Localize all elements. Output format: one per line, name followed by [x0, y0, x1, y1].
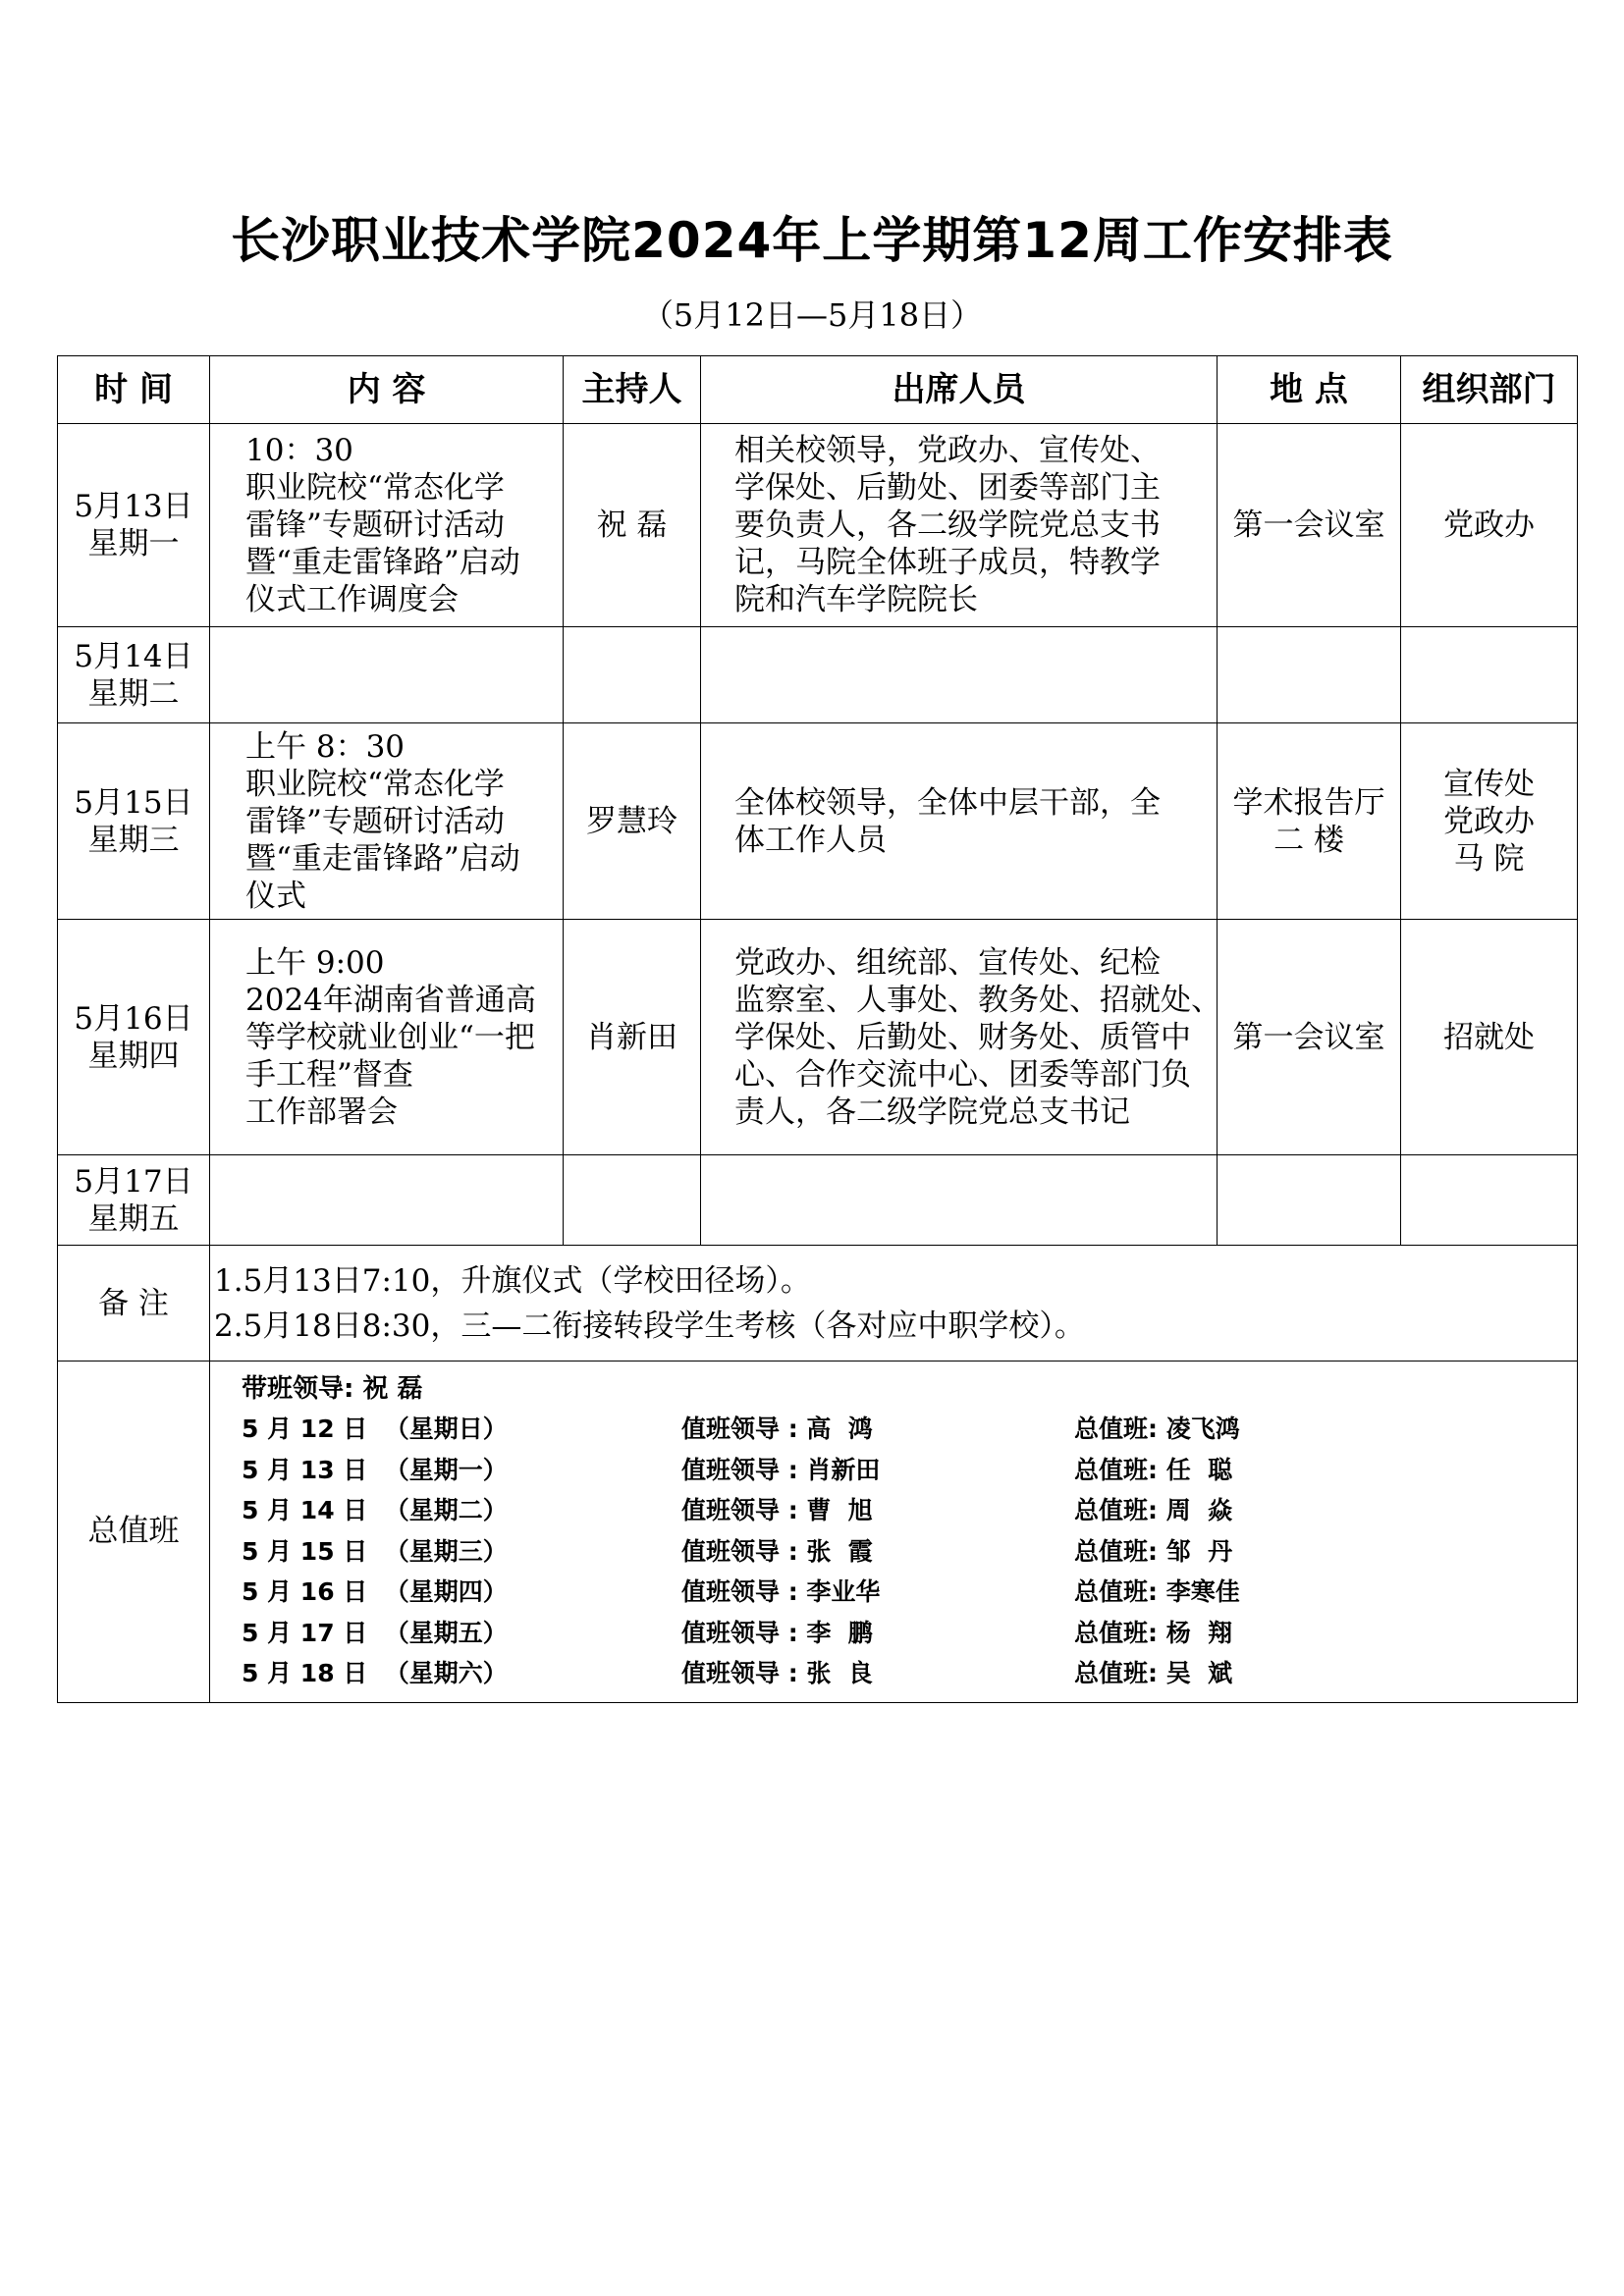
cell-line: 全体校领导，全体中层干部，全: [734, 784, 1161, 821]
header-time: 时 间: [58, 356, 210, 424]
notes-label: 备 注: [58, 1246, 210, 1362]
notes-cell: [210, 1246, 1578, 1362]
duty-total: 总值班: 李寒佳: [1074, 1577, 1240, 1606]
row-date: 5月17日: [74, 1163, 193, 1200]
host-cell: 罗慧玲: [564, 723, 701, 920]
duty-total: 总值班: 周 焱: [1074, 1496, 1233, 1524]
cell-line: 党政办: [1443, 507, 1535, 543]
cell-line: 仪式工作调度会: [245, 582, 459, 617]
cell-line: 党政办、组统部、宣传处、纪检: [734, 944, 1161, 981]
attendees-cell: [701, 723, 1218, 920]
attendees-cell: [701, 627, 1218, 723]
organizer-cell: [1401, 424, 1578, 627]
content-cell: [210, 627, 564, 723]
row-date: 5月13日: [74, 489, 193, 524]
duty-total: 总值班: 杨 翔: [1074, 1618, 1233, 1647]
host-cell: 肖新田: [564, 920, 701, 1155]
date-cell: [58, 1155, 210, 1246]
page-subtitle: （5月12日—5月18日）: [641, 296, 983, 334]
note-item: 1.5月13日7:10，升旗仪式（学校田径场）。: [214, 1262, 811, 1299]
location-cell: [1218, 424, 1401, 627]
duty-leader: 值班领导 : 肖新田: [681, 1455, 881, 1484]
duty-date: 5 月 14 日 （星期二）: [242, 1496, 508, 1524]
attendees-cell: [701, 1155, 1218, 1246]
schedule-table: [57, 355, 1578, 1703]
attendees-cell: [701, 920, 1221, 1155]
duty-leader: 值班领导 : 李 鹏: [681, 1618, 873, 1647]
duty-date: 5 月 16 日 （星期四）: [242, 1577, 508, 1606]
duty-leader: 值班领导 : 曹 旭: [681, 1496, 873, 1524]
location-cell: [1218, 627, 1401, 723]
organizer-cell: [1401, 723, 1578, 920]
duty-entry: [242, 1490, 1577, 1531]
cell-line: 要负责人，各二级学院党总支书: [734, 507, 1161, 543]
duty-date: 5 月 17 日 （星期五）: [242, 1618, 508, 1647]
schedule-row: [58, 424, 1578, 627]
duty-total: 总值班: 邹 丹: [1074, 1536, 1233, 1566]
cell-line: 第一会议室: [1232, 1019, 1385, 1055]
duty-leader: 值班领导 : 高 鸿: [681, 1415, 873, 1443]
duty-entry: [242, 1531, 1577, 1573]
cell-line: 马 院: [1453, 840, 1525, 877]
duty-lead: 带班领导: 祝 磊: [242, 1374, 423, 1404]
cell-line: 暨“重走雷锋路”启动: [245, 545, 520, 580]
duty-label: 总值班: [58, 1362, 210, 1703]
cell-line: 仪式: [245, 878, 306, 914]
duty-leader: 值班领导 : 张 良: [681, 1659, 873, 1687]
cell-line: 责人，各二级学院党总支书记: [734, 1094, 1130, 1130]
duty-date: 5 月 18 日 （星期六）: [242, 1659, 508, 1687]
cell-line: 相关校领导，党政办、宣传处、: [734, 433, 1161, 468]
page-title: 长沙职业技术学院2024年上学期第12周工作安排表: [231, 212, 1393, 269]
row-date: 5月14日: [74, 638, 193, 674]
organizer-cell: [1401, 920, 1578, 1155]
cell-line: 职业院校“常态化学: [245, 766, 505, 802]
notes-row: [58, 1246, 1578, 1362]
cell-line: 等学校就业创业“一把: [245, 1019, 535, 1055]
cell-line: 党政办: [1443, 803, 1535, 839]
content-cell: [210, 424, 564, 627]
cell-line: 工作部署会: [245, 1094, 398, 1130]
cell-line: 雷锋”专题研讨活动: [245, 507, 505, 543]
cell-line: 学保处、后勤处、团委等部门主: [734, 470, 1161, 506]
header-row: [58, 356, 1578, 424]
cell-line: 职业院校“常态化学: [245, 470, 505, 506]
date-cell: [58, 920, 210, 1155]
duty-entry: [242, 1653, 1577, 1694]
duty-total: 总值班: 凌飞鸿: [1074, 1415, 1240, 1443]
duty-total: 总值班: 任 聪: [1074, 1455, 1233, 1484]
cell-line: 暨“重走雷锋路”启动: [245, 840, 520, 877]
duty-row: [58, 1362, 1578, 1703]
duty-leader: 值班领导 : 李业华: [681, 1577, 881, 1606]
header-content: 内 容: [210, 356, 564, 424]
cell-line: 招就处: [1443, 1019, 1535, 1055]
duty-entry: [242, 1409, 1577, 1450]
duty-cell: [210, 1362, 1578, 1703]
cell-line: 学保处、后勤处、财务处、质管中: [734, 1019, 1191, 1055]
organizer-cell: [1401, 627, 1578, 723]
duty-total: 总值班: 吴 斌: [1074, 1659, 1233, 1687]
note-item: 2.5月18日8:30，三—二衔接转段学生考核（各对应中职学校）。: [214, 1308, 1085, 1344]
row-date: 5月15日: [74, 784, 193, 821]
attendees-cell: [701, 424, 1218, 627]
location-cell: [1218, 920, 1401, 1155]
cell-line: 二 楼: [1273, 822, 1344, 858]
duty-entry: [242, 1450, 1577, 1491]
cell-line: 10：30: [245, 433, 353, 468]
cell-line: 雷锋”专题研讨活动: [245, 803, 505, 839]
row-weekday: 星期五: [87, 1201, 180, 1237]
cell-line: 上午 8：30: [245, 728, 406, 765]
schedule-row: [58, 920, 1578, 1155]
duty-date: 5 月 12 日 （星期日）: [242, 1415, 508, 1443]
cell-line: 第一会议室: [1232, 507, 1385, 543]
cell-line: 学术报告厅: [1232, 784, 1385, 821]
header-organizer: 组织部门: [1401, 356, 1578, 424]
duty-entry: [242, 1572, 1577, 1613]
location-cell: [1218, 723, 1401, 920]
location-cell: [1218, 1155, 1401, 1246]
cell-line: 宣传处: [1443, 766, 1535, 802]
cell-line: 记，马院全体班子成员，特教学: [734, 545, 1161, 580]
cell-line: 监察室、人事处、教务处、招就处、: [734, 982, 1221, 1018]
content-cell: [210, 920, 564, 1155]
schedule-row: [58, 723, 1578, 920]
cell-line: 上午 9:00: [245, 944, 385, 981]
duty-list: [242, 1409, 1577, 1694]
duty-leader: 值班领导 : 张 霞: [681, 1536, 873, 1566]
organizer-cell: [1401, 1155, 1578, 1246]
date-cell: [58, 723, 210, 920]
row-weekday: 星期四: [87, 1038, 180, 1074]
header-attendees: 出席人员: [701, 356, 1218, 424]
duty-date: 5 月 15 日 （星期三）: [242, 1536, 508, 1566]
content-cell: [210, 723, 564, 920]
cell-line: 院和汽车学院院长: [734, 582, 978, 617]
cell-line: 2024年湖南省普通高: [245, 982, 536, 1018]
schedule-row: [58, 627, 1578, 723]
cell-line: 体工作人员: [734, 822, 887, 858]
row-weekday: 星期二: [87, 675, 180, 712]
header-host: 主持人: [564, 356, 701, 424]
schedule-row: [58, 1155, 1578, 1246]
row-weekday: 星期一: [87, 526, 180, 561]
host-cell: [564, 627, 701, 723]
host-cell: [564, 1155, 701, 1246]
row-weekday: 星期三: [87, 822, 180, 858]
header-location: 地 点: [1218, 356, 1401, 424]
duty-date: 5 月 13 日 （星期一）: [242, 1455, 508, 1484]
row-date: 5月16日: [74, 1000, 193, 1037]
date-cell: [58, 627, 210, 723]
cell-line: 手工程”督查: [245, 1056, 413, 1093]
content-cell: [210, 1155, 564, 1246]
cell-line: 心、合作交流中心、团委等部门负: [734, 1056, 1191, 1093]
duty-entry: [242, 1613, 1577, 1654]
host-cell: 祝 磊: [564, 424, 701, 627]
date-cell: [58, 424, 210, 627]
